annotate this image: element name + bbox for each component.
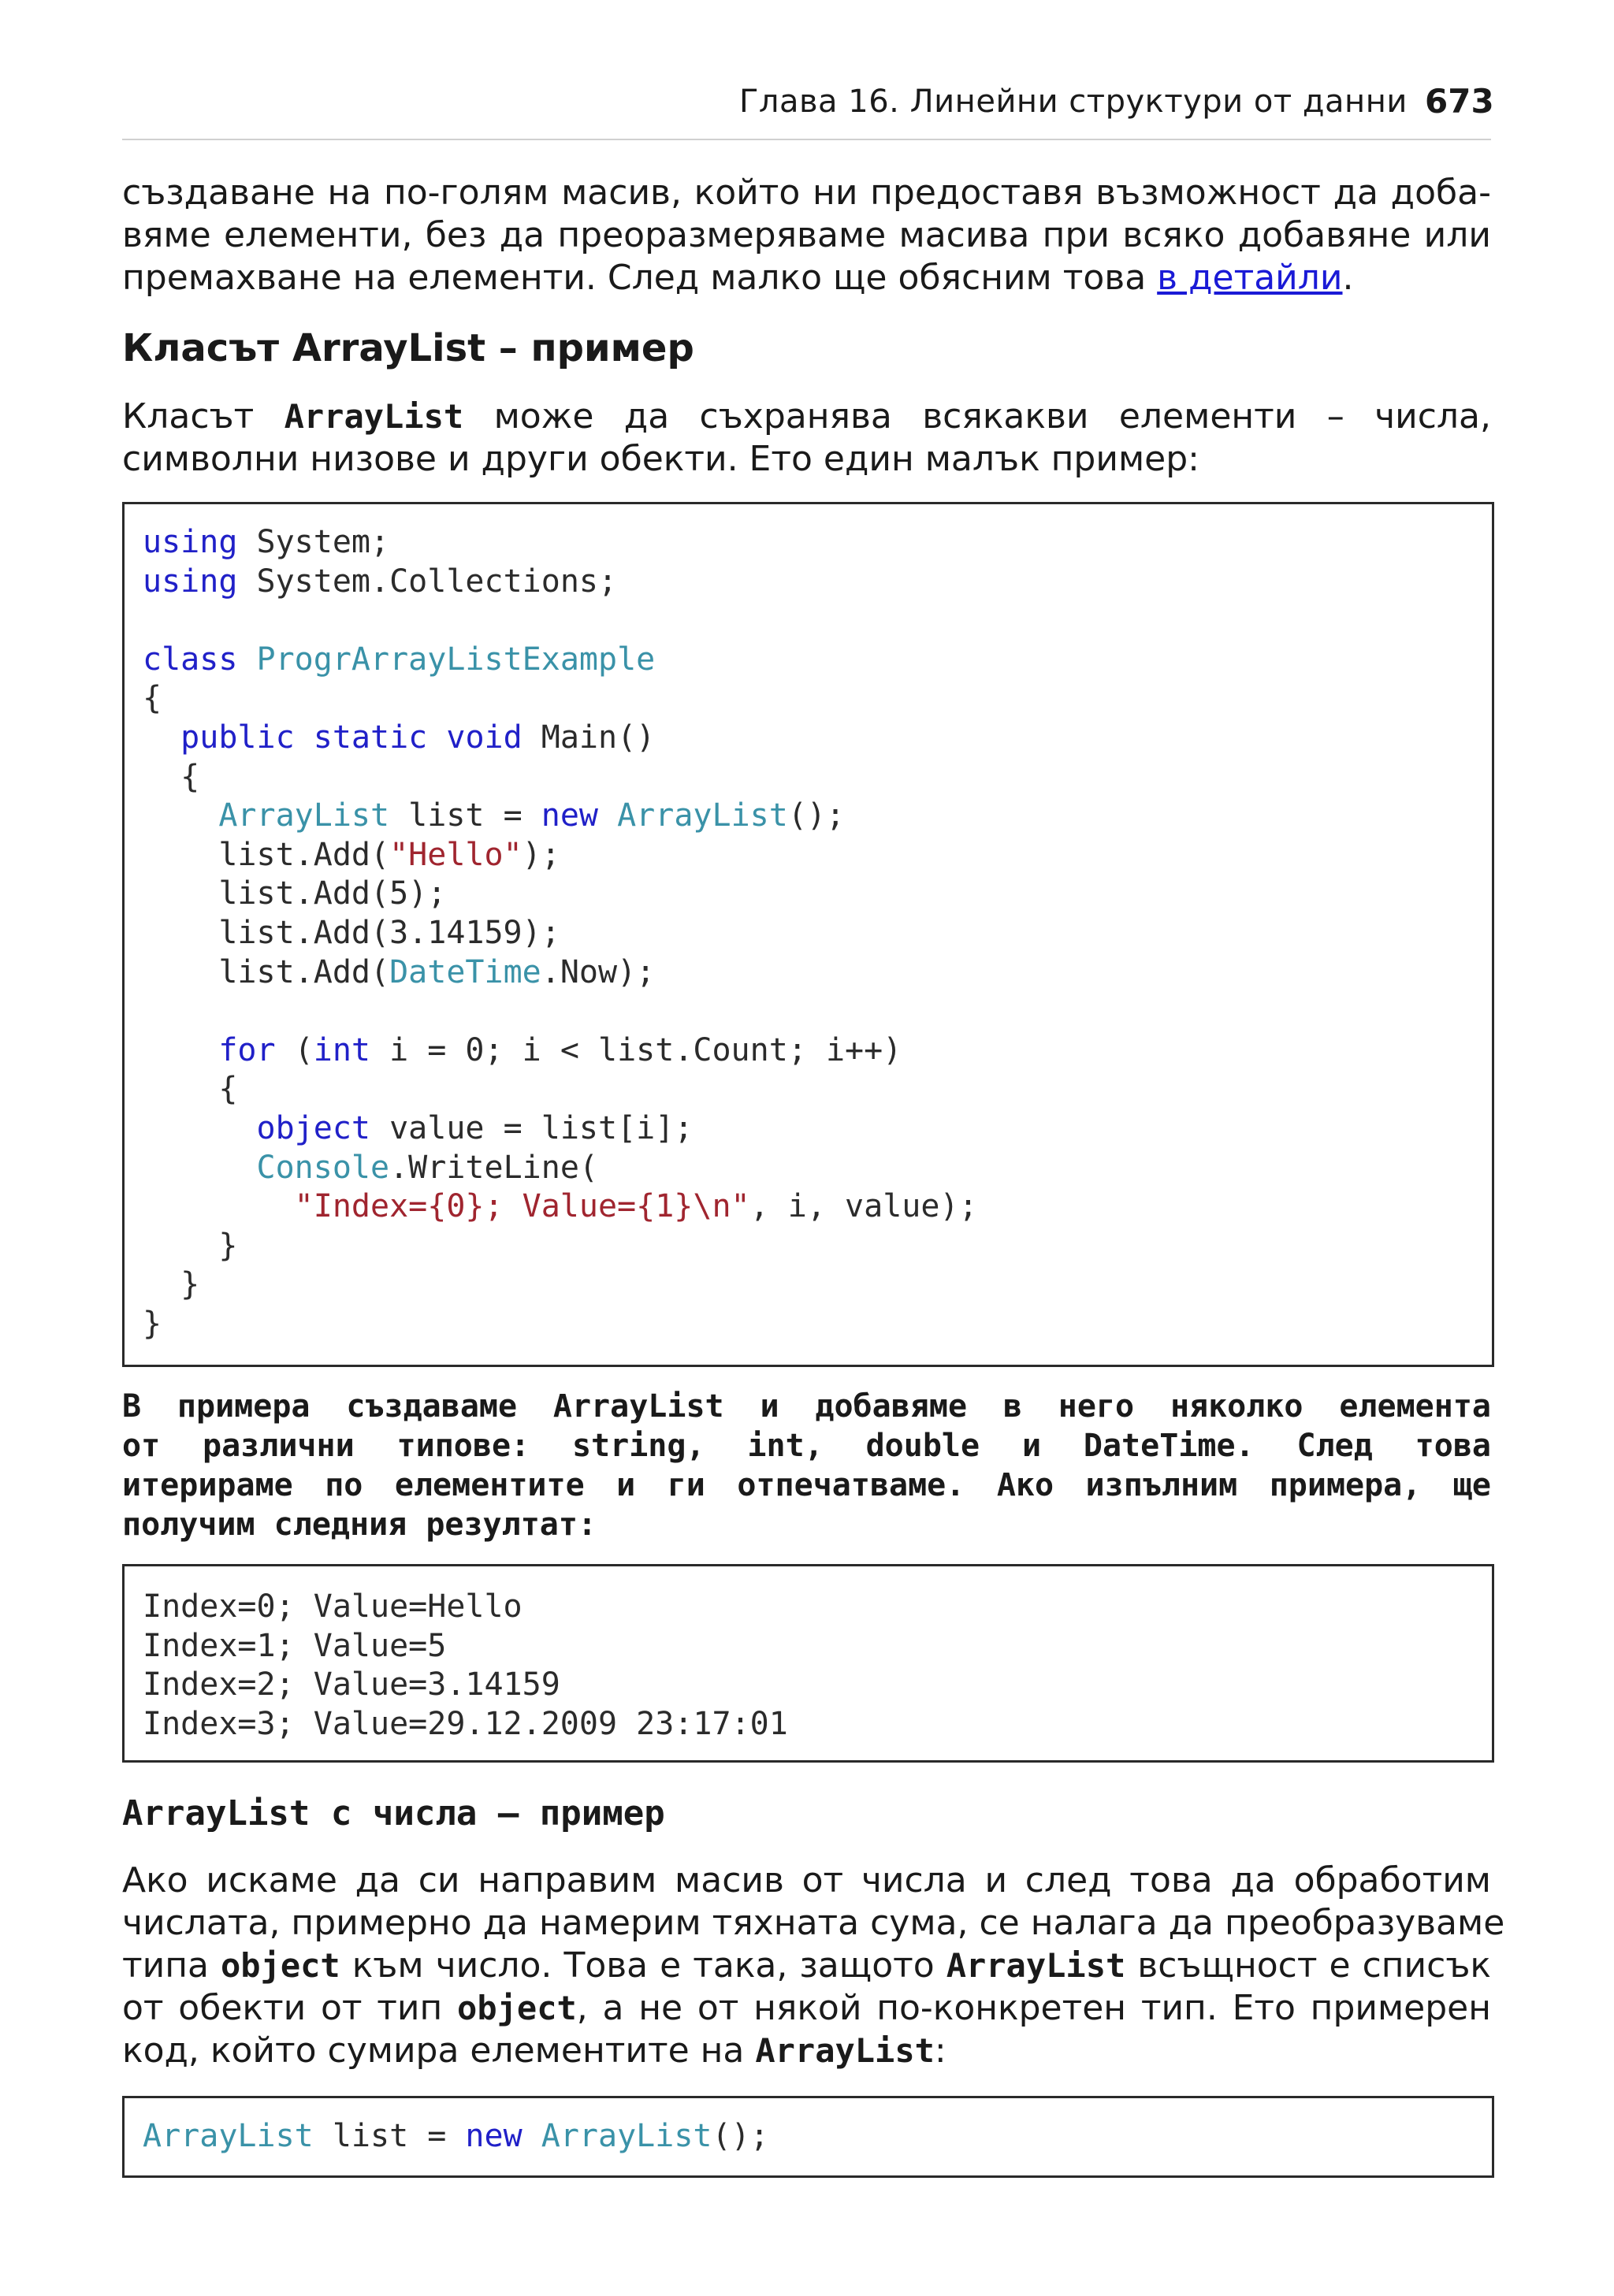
code-token: DateTime: [389, 953, 541, 990]
inline-code: ArrayList: [946, 1946, 1126, 1985]
code-token: {: [218, 1071, 238, 1108]
code-token: list.Add(: [218, 953, 390, 990]
code-token: for: [218, 1031, 276, 1068]
output-line: Index=0; Value=Hello: [143, 1588, 523, 1625]
section-intro: [122, 396, 1491, 481]
output-line: Index=2; Value=3.14159: [143, 1666, 560, 1703]
code-token: .WriteLine(: [389, 1149, 598, 1186]
intro-paragraph: [122, 172, 1491, 299]
explanation-line: В примера създаваме ArrayList и добавяме в него няколко елемента: [122, 1388, 1491, 1425]
word: всякакви: [922, 396, 1089, 437]
section-title: Класът ArrayList – пример: [122, 326, 694, 370]
numbers-line: [122, 1987, 1491, 2030]
code-token: (: [275, 1031, 314, 1068]
details-link[interactable]: в детайли: [1157, 258, 1343, 298]
explanation-paragraph: [122, 1387, 1491, 1544]
code-token: public: [180, 719, 295, 756]
code-token: ();: [712, 2118, 769, 2154]
intro-period: .: [1342, 258, 1354, 298]
explanation-line: итерираме по елементите и ги отпечатваме. Ако изпълним примера, ще: [122, 1467, 1491, 1503]
explanation-line: от различни типове: string, int, double и DateTime. След това: [122, 1428, 1491, 1464]
code-token: ArrayList: [617, 797, 788, 834]
code-token: System;: [237, 524, 390, 560]
code-token: {: [143, 680, 162, 717]
code-token: "Hello": [389, 836, 523, 873]
numbers-line: [122, 2030, 1491, 2072]
word: елементи: [1118, 396, 1297, 437]
code-token: Main(): [522, 719, 656, 756]
code-block-example: [122, 502, 1494, 1367]
code-token: );: [522, 836, 560, 873]
header-divider: [122, 139, 1491, 140]
code-token: System.Collections;: [237, 563, 618, 600]
code-token: class: [143, 641, 238, 678]
numbers-line: числата, примерно да намерим тяхната сума, се налага да преобразуваме: [122, 1903, 1505, 1943]
code-token: using: [143, 524, 238, 560]
code-listing: [143, 2117, 769, 2157]
code-token: ArrayList: [143, 2118, 314, 2154]
code-token: list.Add(: [218, 836, 390, 873]
code-token: , i, value);: [749, 1188, 978, 1225]
code-token: }: [180, 1266, 200, 1303]
code-token: list =: [389, 797, 541, 834]
word: Класът: [122, 396, 255, 437]
inline-code: object: [457, 1989, 577, 2027]
inline-code: ArrayList: [755, 2031, 935, 2070]
code-token: list.Add(5);: [218, 875, 447, 912]
code-listing: [143, 523, 978, 1343]
inline-code: ArrayList: [284, 397, 464, 436]
text: :: [934, 2030, 946, 2071]
code-token: list.Add(3.14159);: [218, 914, 560, 951]
code-token: {: [180, 758, 200, 795]
intro-text: премахване на елементи. След малко ще обясним това: [122, 258, 1158, 298]
output-block: [122, 1564, 1494, 1763]
code-token: object: [256, 1109, 370, 1146]
subsection-title: ArrayList с числа – пример: [122, 1793, 665, 1833]
page-number: 673: [1425, 82, 1494, 121]
text: типа: [122, 1945, 221, 1986]
numbers-paragraph: [122, 1859, 1505, 2072]
output-listing: [143, 1588, 788, 1744]
code-token: ();: [787, 797, 846, 834]
word: може: [493, 396, 594, 437]
code-token: static: [313, 719, 428, 756]
text: , а не от някой по-конкретен тип. Ето примерен: [576, 1988, 1491, 2028]
code-token: new: [465, 2118, 523, 2154]
code-token: ProgrArrayListExample: [237, 641, 656, 678]
code-token: int: [313, 1031, 370, 1068]
code-token: }: [143, 1305, 162, 1342]
code-token: new: [541, 797, 598, 834]
inline-code: object: [220, 1946, 340, 1985]
code-token: value = list[i];: [370, 1109, 694, 1146]
code-token: using: [143, 563, 238, 600]
section-intro-line: [122, 396, 1491, 438]
code-token: list =: [313, 2118, 466, 2154]
intro-line: [122, 257, 1491, 299]
code-token: void: [446, 719, 523, 756]
intro-line: създаване на по-голям масив, който ни предоставя възможност да доба-: [122, 173, 1491, 213]
word: –: [1326, 396, 1344, 437]
word: числа,: [1374, 396, 1491, 437]
word: съхранява: [699, 396, 892, 437]
chapter-title: Глава 16. Линейни структури от данни: [739, 84, 1408, 120]
code-token: i = 0; i < list.Count; i++): [370, 1031, 902, 1068]
section-intro-line: символни низове и други обекти. Ето един малък пример:: [122, 439, 1199, 479]
output-line: Index=1; Value=5: [143, 1627, 447, 1664]
output-line: Index=3; Value=29.12.2009 23:17:01: [143, 1705, 788, 1742]
word: да: [623, 396, 670, 437]
text: код, който сумира елементите на: [122, 2030, 756, 2071]
code-token: Console: [256, 1149, 390, 1186]
code-token: .Now);: [541, 953, 656, 990]
text: всъщност е списък: [1125, 1945, 1491, 1986]
numbers-line: Ако искаме да си направим масив от числа и след това да обработим: [122, 1860, 1491, 1900]
explanation-line: получим следния резултат:: [122, 1507, 597, 1543]
code-token: ArrayList: [541, 2118, 712, 2154]
code-block-numbers: [122, 2096, 1494, 2178]
text: към число. Това е така, защото: [340, 1945, 946, 1986]
code-token: ArrayList: [218, 797, 390, 834]
text: от обекти от тип: [122, 1988, 458, 2028]
intro-line: вяме елементи, без да преоразмеряваме масива при всяко добавяне или: [122, 215, 1491, 255]
code-token: "Index={0}; Value={1}\n": [294, 1188, 750, 1225]
numbers-line: [122, 1945, 1491, 1987]
code-token: }: [218, 1227, 238, 1264]
